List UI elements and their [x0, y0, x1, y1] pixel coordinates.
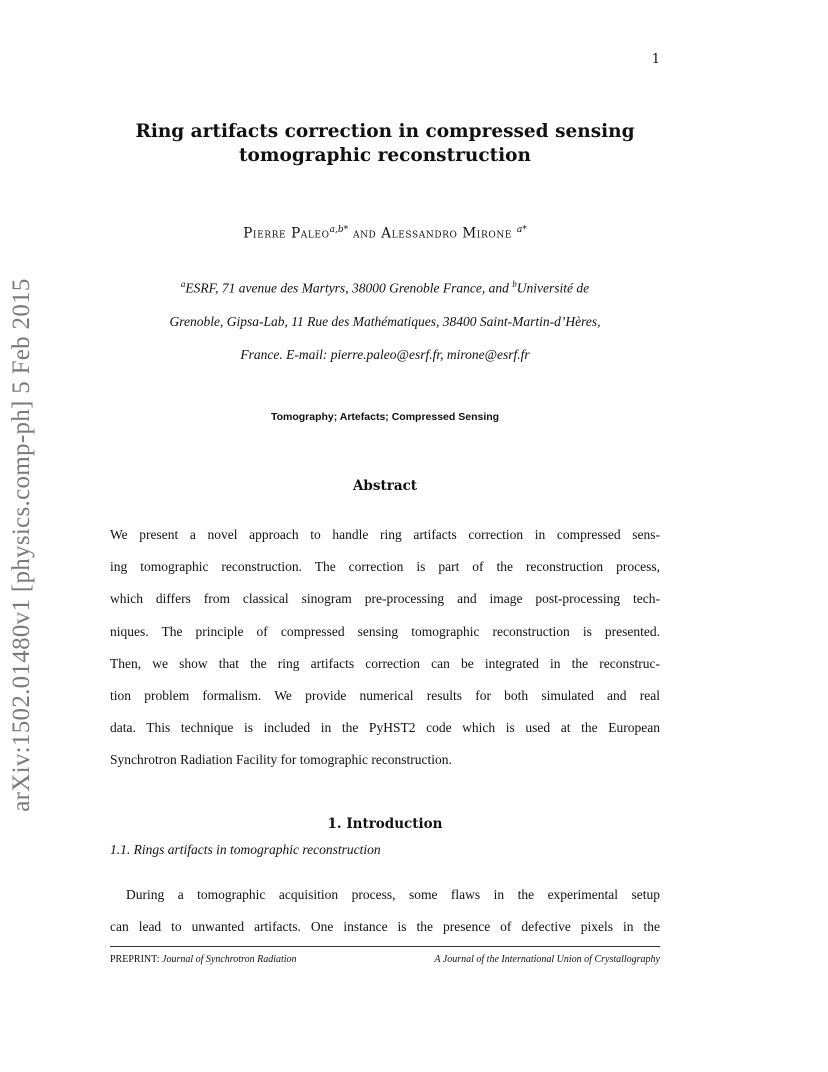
- page-number: 1: [651, 52, 660, 67]
- footer: [110, 954, 660, 965]
- author-2: Alessandro Mirone: [381, 225, 512, 242]
- affiliation-esrf: ESRF, 71 avenue des Martyrs, 38000 Grenoble France, and: [185, 280, 513, 296]
- author-2-affiliation-mark: a*: [516, 225, 527, 235]
- affiliation-mark-b: b: [512, 279, 517, 289]
- introduction-body: [110, 879, 660, 943]
- abstract-line: Synchrotron Radiation Facility for tomographic reconstruction.: [110, 752, 452, 768]
- footer-union: A Journal of the International Union of Crystallography: [434, 954, 660, 965]
- affiliation-mark-a: a: [180, 279, 186, 289]
- title-line-1: Ring artifacts correction in compressed sensing: [135, 121, 635, 142]
- abstract-line: ing tomographic reconstruction. The correction is part of the reconstruction process,: [110, 559, 660, 575]
- abstract-line: niques. The principle of compressed sensing tomographic reconstruction is presented.: [110, 623, 660, 639]
- affiliation-line-2: Grenoble, Gipsa-Lab, 11 Rue des Mathématiques, 38400 Saint-Martin-d’Hères,: [169, 313, 601, 329]
- paper-title: [110, 120, 660, 168]
- author-list: [110, 225, 660, 242]
- author-conjunction: and: [348, 225, 382, 242]
- footer-rule: [110, 946, 660, 947]
- abstract-line: Then, we show that the ring artifacts correction can be integrated in the reconstruc-: [110, 655, 660, 671]
- preprint-label: PREPRINT:: [110, 954, 163, 965]
- intro-line: can lead to unwanted artifacts. One instance is the presence of defective pixels in the: [110, 919, 660, 934]
- section-heading-introduction: 1. Introduction: [327, 816, 443, 832]
- journal-name: Journal of Synchrotron Radiation: [162, 954, 297, 965]
- abstract-line: which differs from classical sinogram pre-processing and image post-processing tech-: [110, 591, 660, 607]
- abstract-line: We present a novel approach to handle ring artifacts correction in compressed sens-: [110, 527, 660, 542]
- footer-preprint: [110, 954, 297, 965]
- intro-line: During a tomographic acquisition process, some flaws in the experimental setup: [126, 887, 660, 902]
- title-line-2: tomographic reconstruction: [239, 145, 531, 166]
- arxiv-side-stamp: arXiv:1502.01480v1 [physics.comp-ph] 5 Feb 2015: [8, 278, 35, 812]
- abstract-line: data. This technique is included in the PyHST2 code which is used at the European: [110, 720, 660, 736]
- affiliation-line-3: France. E-mail: pierre.paleo@esrf.fr, mirone@esrf.fr: [240, 346, 530, 362]
- affiliation-line-1: [110, 268, 660, 305]
- keywords: Tomography; Artefacts; Compressed Sensing: [270, 411, 500, 423]
- author-1: Pierre Paleo: [243, 225, 330, 242]
- abstract-body: [110, 519, 660, 777]
- subsection-heading: 1.1. Rings artifacts in tomographic reconstruction: [110, 842, 381, 857]
- author-1-affiliation-mark: a,b*: [329, 225, 349, 235]
- affiliations: [110, 268, 660, 371]
- abstract-line: tion problem formalism. We provide numerical results for both simulated and real: [110, 688, 660, 704]
- abstract-heading: Abstract: [352, 478, 418, 494]
- affiliation-universite: Université de: [516, 280, 590, 296]
